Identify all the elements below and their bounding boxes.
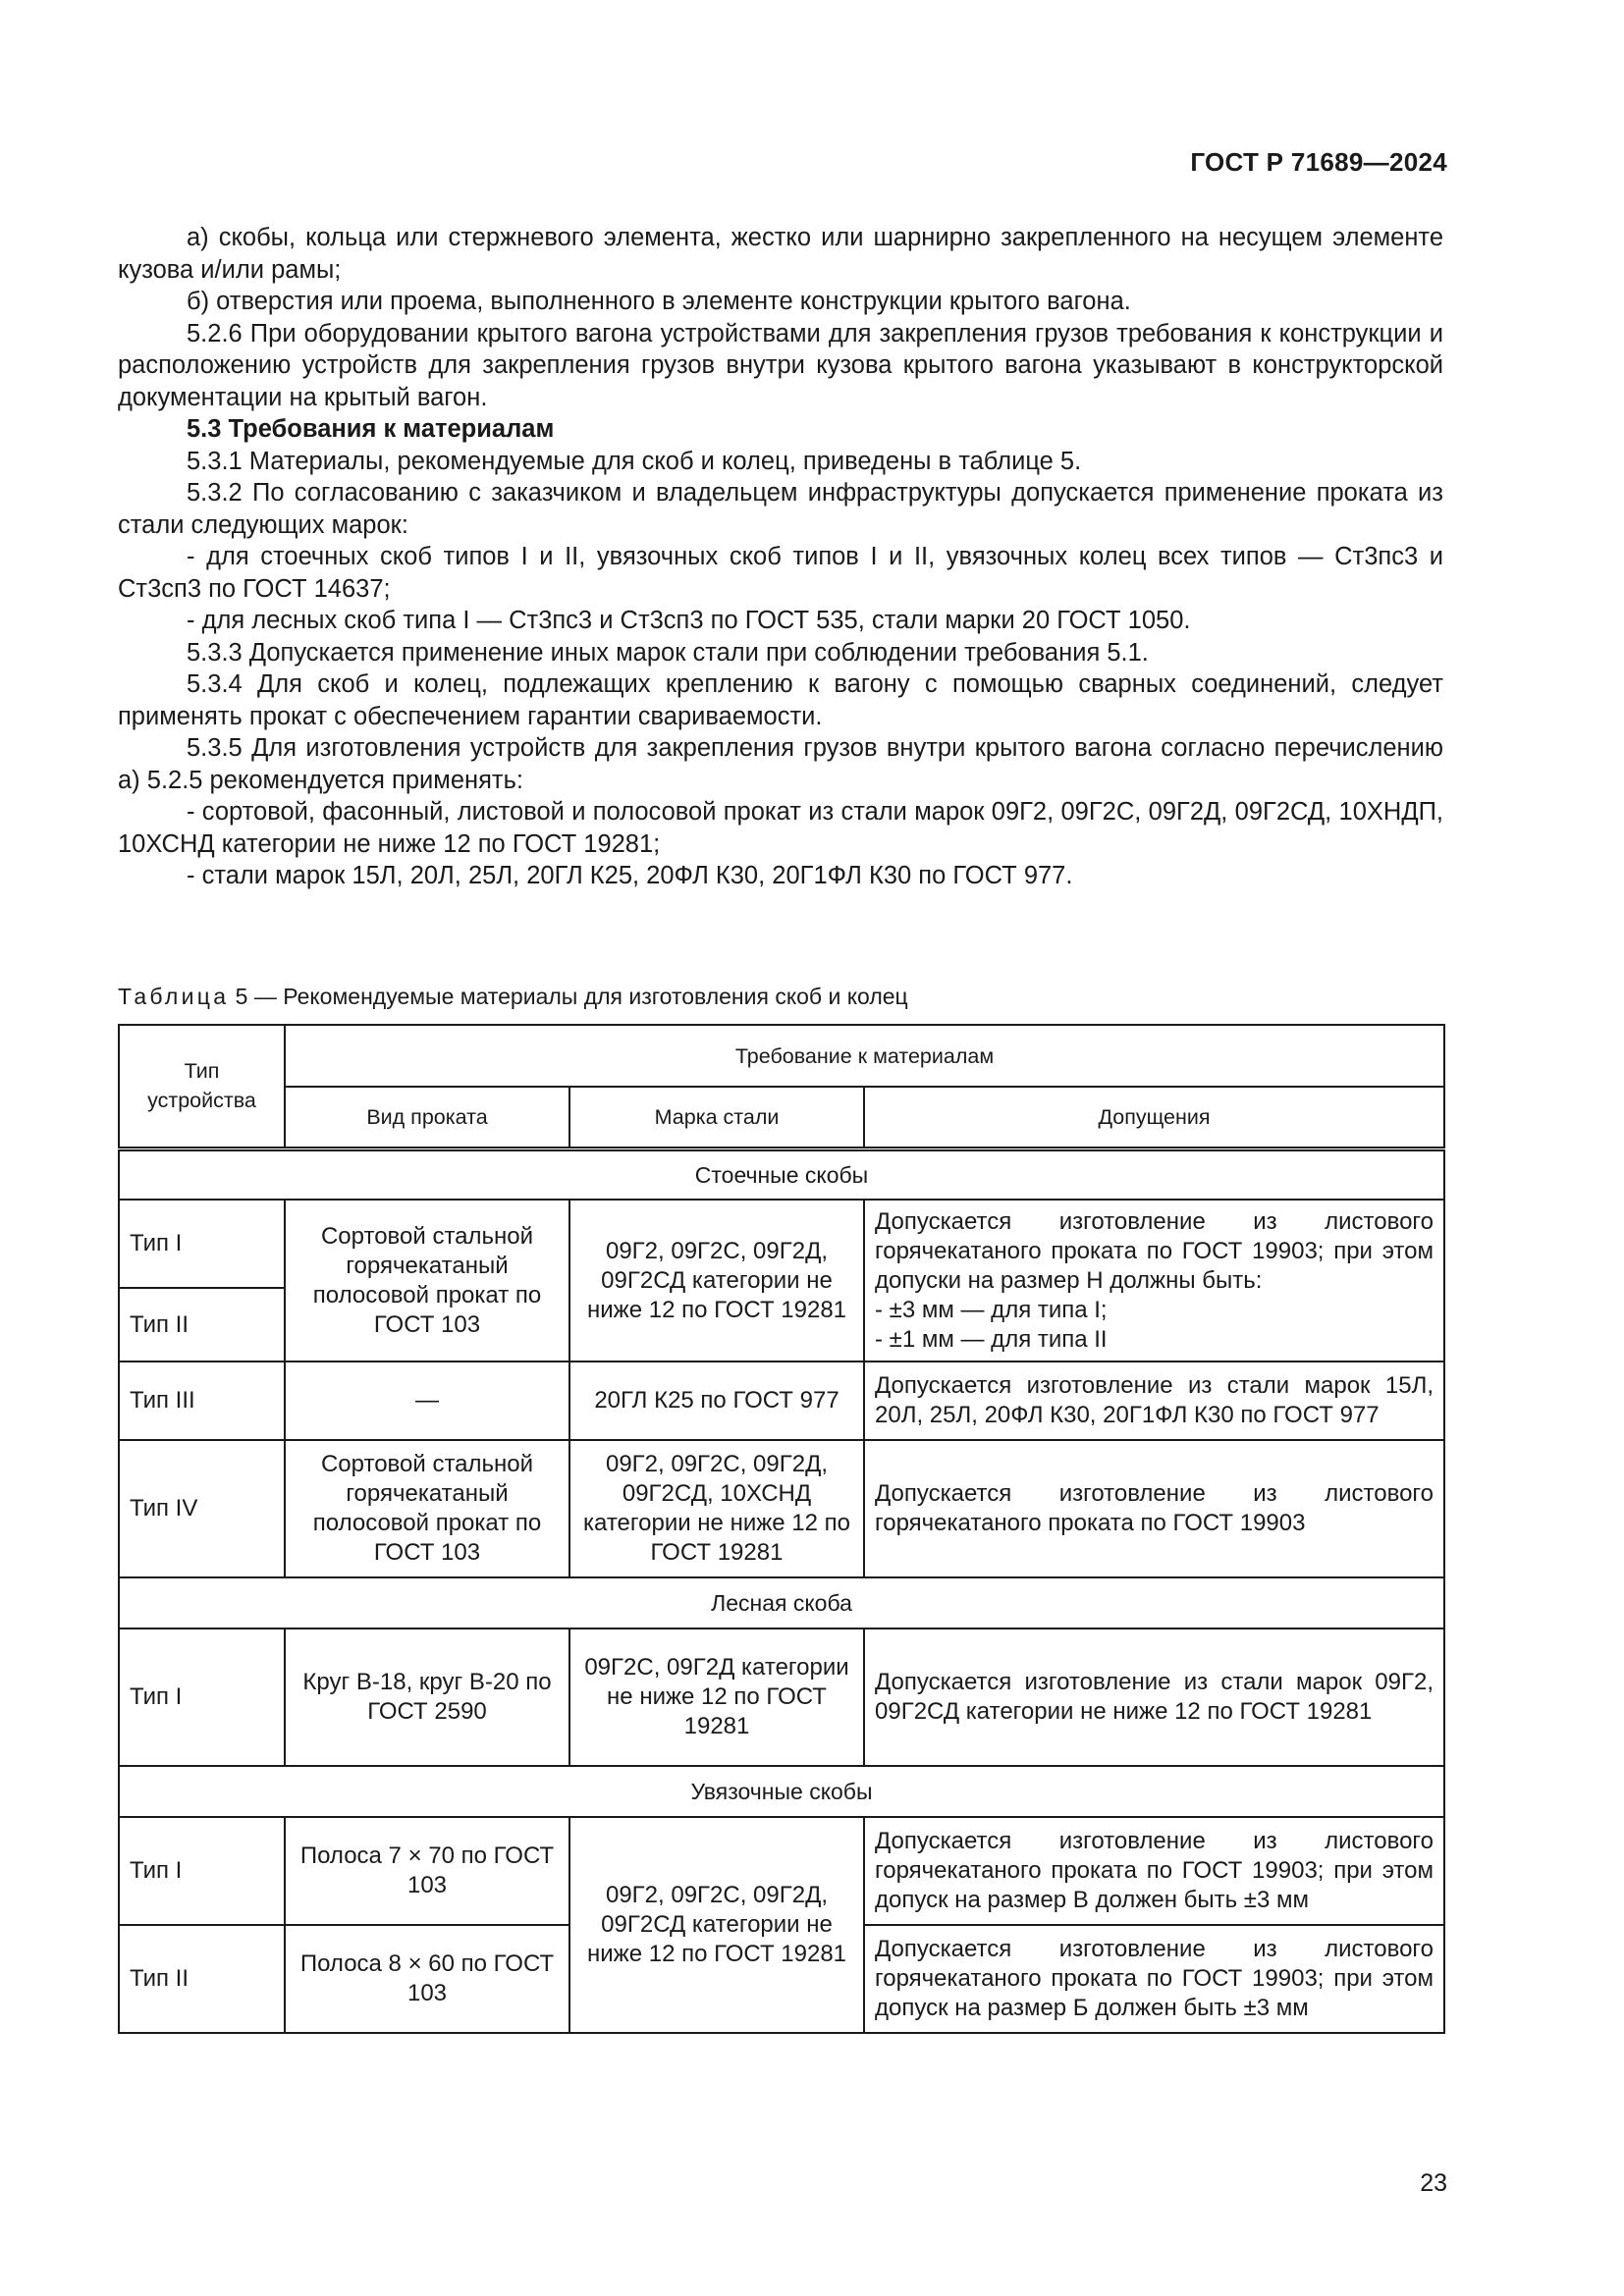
cell-type: Тип I	[119, 1200, 285, 1288]
cell-roll: Полоса 8 × 60 по ГОСТ 103	[285, 1925, 569, 2033]
header-type: Тип устройства	[119, 1025, 285, 1148]
header-allowances: Допущения	[864, 1087, 1444, 1148]
cell-roll: Сортовой стальной горячекатаный полосовой прокат по ГОСТ 103	[285, 1200, 569, 1362]
cell-type: Тип II	[119, 1288, 285, 1362]
header-requirements: Требование к материалам	[285, 1025, 1444, 1087]
standard-header: ГОСТ Р 71689—2024	[1190, 147, 1447, 177]
cell-type: Тип IV	[119, 1440, 285, 1577]
group-row	[119, 1148, 1444, 1200]
cell-roll: —	[285, 1362, 569, 1440]
cell-roll: Полоса 7 × 70 по ГОСТ 103	[285, 1817, 569, 1925]
header-roll: Вид проката	[285, 1087, 569, 1148]
group-tie: Увязочные скобы	[119, 1766, 1444, 1817]
cell-steel: 09Г2, 09Г2С, 09Г2Д, 09Г2СД, 10ХСНД категории не ниже 12 по ГОСТ 19281	[569, 1440, 864, 1577]
cell-steel: 09Г2С, 09Г2Д категории не ниже 12 по ГОСТ 19281	[569, 1629, 864, 1766]
table-header-row	[119, 1025, 1444, 1087]
list-item: - стали марок 15Л, 20Л, 25Л, 20ГЛ К25, 20ФЛ К30, 20Г1ФЛ К30 по ГОСТ 977.	[187, 862, 1073, 889]
table-caption-label: Таблица	[118, 984, 230, 1009]
note-line: Допускается изготовление из листового	[875, 1828, 1434, 1854]
cell-roll: Сортовой стальной горячекатаный полосовой прокат по ГОСТ 103	[285, 1440, 569, 1577]
paragraph-5-3-3: 5.3.3 Допускается применение иных марок стали при соблюдении требования 5.1.	[187, 638, 1149, 667]
note-line: горячекатаного проката по ГОСТ 19903; при этом допуски на размер Н должны быть:	[875, 1237, 1434, 1294]
cell-note: Допускается изготовление из стали марок 09Г2, 09Г2СД категории не ниже 12 по ГОСТ 19281	[864, 1629, 1444, 1766]
cell-type: Тип III	[119, 1362, 285, 1440]
table-header-row	[119, 1087, 1444, 1148]
paragraph-5-3-4: 5.3.4 Для скоб и колец, подлежащих креплению к вагону с помощью сварных соединений, следует применять прокат с обеспечением гарантии свариваемости.	[118, 670, 1443, 730]
group-row	[119, 1766, 1444, 1817]
paragraph-5-3-5: 5.3.5 Для изготовления устройств для закрепления грузов внутри крытого вагона согласно перечислению а) 5.2.5 рекомендуется применять:	[118, 734, 1443, 794]
header-steel: Марка стали	[569, 1087, 864, 1148]
list-item: - для стоечных скоб типов I и II, увязочных скоб типов I и II, увязочных колец всех типов — Ст3пс3 и Ст3сп3 по ГОСТ 14637;	[118, 543, 1443, 603]
cell-roll: Круг В-18, круг В-20 по ГОСТ 2590	[285, 1629, 569, 1766]
table-caption	[118, 982, 908, 1011]
note-line: горячекатаного проката по ГОСТ 19903; при этом допуск на размер Б должен быть ±3 мм	[875, 1965, 1434, 2021]
table-caption-text: 5 — Рекомендуемые материалы для изготовления скоб и колец	[235, 984, 908, 1009]
table-row	[119, 1440, 1444, 1577]
cell-note	[864, 1200, 1444, 1362]
cell-note	[864, 1817, 1444, 1925]
note-line: горячекатаного проката по ГОСТ 19903; при этом допуск на размер В должен быть ±3 мм	[875, 1857, 1434, 1913]
section-title: 5.3 Требования к материалам	[187, 415, 555, 443]
note-line: - ±3 мм — для типа I;	[875, 1296, 1108, 1323]
group-rack: Стоечные скобы	[119, 1148, 1444, 1200]
note-line: Допускается изготовление из листового	[875, 1936, 1434, 1962]
cell-note	[864, 1925, 1444, 2033]
note-line: - ±1 мм — для типа II	[875, 1325, 1108, 1353]
list-item: - сортовой, фасонный, листовой и полосовой прокат из стали марок 09Г2, 09Г2С, 09Г2Д, 09Г2СД, 10ХНДП, 10ХСНД категории не ниже 12 по ГОСТ 19281;	[118, 798, 1443, 858]
table-row	[119, 1817, 1444, 1925]
note-line: Допускается изготовление из листового	[875, 1207, 1434, 1235]
table-row	[119, 1629, 1444, 1766]
paragraph-5-3-1: 5.3.1 Материалы, рекомендуемые для скоб и колец, приведены в таблице 5.	[187, 447, 1082, 475]
cell-steel: 09Г2, 09Г2С, 09Г2Д, 09Г2СД категории не ниже 12 по ГОСТ 19281	[569, 1200, 864, 1362]
page-number: 23	[1420, 2169, 1447, 2197]
body-text	[118, 222, 1443, 892]
materials-table	[118, 1024, 1445, 2034]
cell-type: Тип I	[119, 1629, 285, 1766]
paragraph-5-3-2: 5.3.2 По согласованию с заказчиком и владельцем инфраструктуры допускается применение проката из стали следующих марок:	[118, 479, 1443, 539]
group-timber: Лесная скоба	[119, 1577, 1444, 1629]
cell-type: Тип II	[119, 1925, 285, 2033]
paragraph-b: б) отверстия или проема, выполненного в элементе конструкции крытого вагона.	[187, 288, 1131, 315]
cell-note: Допускается изготовление из листового горячекатаного проката по ГОСТ 19903	[864, 1440, 1444, 1577]
cell-type: Тип I	[119, 1817, 285, 1925]
paragraph-a: а) скобы, кольца или стержневого элемента, жестко или шарнирно закрепленного на несущем элементе кузова и/или рамы;	[118, 224, 1443, 284]
cell-steel: 20ГЛ К25 по ГОСТ 977	[569, 1362, 864, 1440]
group-row	[119, 1577, 1444, 1629]
cell-note: Допускается изготовление из стали марок 15Л, 20Л, 25Л, 20ФЛ К30, 20Г1ФЛ К30 по ГОСТ 977	[864, 1362, 1444, 1440]
cell-steel: 09Г2, 09Г2С, 09Г2Д, 09Г2СД категории не ниже 12 по ГОСТ 19281	[569, 1817, 864, 2033]
list-item: - для лесных скоб типа I — Ст3пс3 и Ст3сп3 по ГОСТ 535, стали марки 20 ГОСТ 1050.	[187, 607, 1191, 634]
table-row	[119, 1200, 1444, 1288]
paragraph-5-2-6: 5.2.6 При оборудовании крытого вагона устройствами для закрепления грузов требования к конструкции и расположению устройств для закрепления грузов внутри кузова крытого вагона указывают в конструкторской документации на крытый вагон.	[118, 319, 1443, 411]
table-row	[119, 1362, 1444, 1440]
